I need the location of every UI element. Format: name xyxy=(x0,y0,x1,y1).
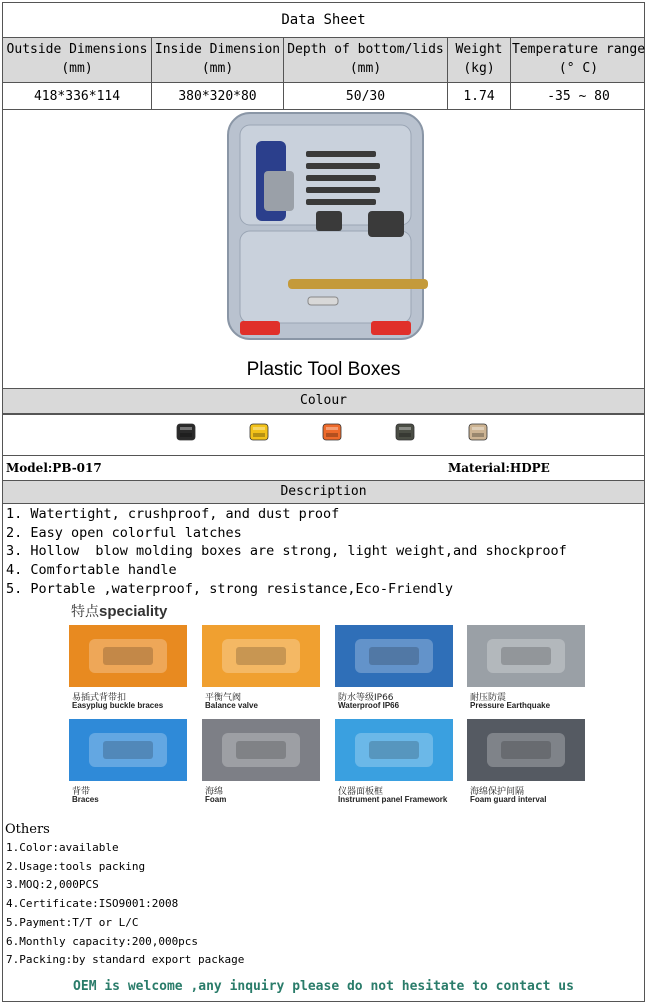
description-title: Description xyxy=(280,484,367,499)
feature-label-cn: 耐压防震 xyxy=(470,693,507,703)
header-depth: Depth of bottom/lids (mm) xyxy=(287,42,444,76)
foam-photo xyxy=(202,719,320,781)
description-item: 3. Hollow blow molding boxes are strong, light weight,and shockproof xyxy=(6,543,567,559)
colour-swatch-yellow xyxy=(248,421,270,443)
description-heading xyxy=(3,480,644,504)
feature-label-en: Foam xyxy=(205,795,227,804)
speciality-heading-cn: 特点 xyxy=(71,604,99,620)
value-depth: 50/30 xyxy=(345,89,386,104)
foam-grid-photo xyxy=(467,719,585,781)
feature-label-en: Balance valve xyxy=(205,701,258,710)
others-item: 4.Certificate:ISO9001:2008 xyxy=(6,897,179,910)
strap-photo xyxy=(69,719,187,781)
feature-label-en: Braces xyxy=(72,795,99,804)
colour-title: Colour xyxy=(300,393,347,408)
value-inside-dimension: 380*320*80 xyxy=(178,89,257,104)
feature-label-en: Foam guard interval xyxy=(470,795,547,804)
data-sheet-title: Data Sheet xyxy=(281,12,366,28)
footer-text: OEM is welcome ,any inquiry please do not hesitate to contact us xyxy=(73,979,574,994)
product-caption: Plastic Tool Boxes xyxy=(246,359,401,380)
feature-label-en: Easyplug buckle braces xyxy=(72,701,164,710)
data-sheet xyxy=(2,2,645,1002)
header-temperature: Temperature range (° C) xyxy=(511,42,646,76)
value-weight: 1.74 xyxy=(463,89,495,104)
colour-swatch-beige xyxy=(467,421,489,443)
others-item: 3.MOQ:2,000PCS xyxy=(6,878,99,891)
value-outside-dimensions: 418*336*114 xyxy=(33,89,121,104)
header-inside-dimension: Inside Dimension (mm) xyxy=(154,42,281,76)
model-label: Model:PB-017 xyxy=(6,461,102,475)
feature-label-cn: 仪器面板框 xyxy=(338,787,384,797)
pressure-photo xyxy=(467,625,585,687)
others-item: 1.Color:available xyxy=(6,841,119,854)
header-outside-dimensions: Outside Dimensions (mm) xyxy=(6,42,148,76)
colour-swatch-black xyxy=(175,421,197,443)
feature-label-cn: 易插式背带扣 xyxy=(72,693,127,703)
divider xyxy=(3,82,644,83)
feature-label-en: Pressure Earthquake xyxy=(470,701,551,710)
description-item: 4. Comfortable handle xyxy=(6,562,177,578)
feature-label-cn: 平衡气阀 xyxy=(205,693,242,703)
description-item: 5. Portable ,waterproof, strong resistance,Eco-Friendly xyxy=(6,581,454,597)
buckle-photo xyxy=(69,625,187,687)
feature-label-en: Waterproof IP66 xyxy=(338,701,400,710)
header-weight: Weight (kg) xyxy=(455,42,503,76)
others-item: 6.Monthly capacity:200,000pcs xyxy=(6,935,199,948)
divider xyxy=(3,109,644,110)
feature-label-cn: 背带 xyxy=(72,787,91,797)
others-item: 5.Payment:T/T or L/C xyxy=(6,916,139,929)
divider xyxy=(3,455,644,456)
value-temperature: -35 ~ 80 xyxy=(547,89,610,104)
speciality-heading xyxy=(71,601,167,621)
feature-label-cn: 海绵保护间隔 xyxy=(470,787,525,797)
colour-swatch-orange xyxy=(321,421,343,443)
colour-heading xyxy=(3,388,644,414)
feature-label-cn: 防水等级IP66 xyxy=(338,693,394,703)
others-item: 7.Packing:by standard export package xyxy=(6,953,245,966)
others-item: 2.Usage:tools packing xyxy=(6,860,146,873)
frame-photo xyxy=(335,719,453,781)
feature-label-en: Instrument panel Framework xyxy=(338,795,448,804)
feature-label-cn: 海绵 xyxy=(205,787,224,797)
divider xyxy=(3,414,644,415)
description-item: 2. Easy open colorful latches xyxy=(6,525,242,541)
waterproof-photo xyxy=(335,625,453,687)
colour-swatch-dark-grey xyxy=(394,421,416,443)
speciality-heading-en: speciality xyxy=(99,603,168,620)
others-title: Others xyxy=(5,822,50,837)
material-label: Material:HDPE xyxy=(448,461,550,475)
valve-photo xyxy=(202,625,320,687)
toolbox-photo xyxy=(218,111,433,343)
description-item: 1. Watertight, crushproof, and dust proof xyxy=(6,506,340,522)
